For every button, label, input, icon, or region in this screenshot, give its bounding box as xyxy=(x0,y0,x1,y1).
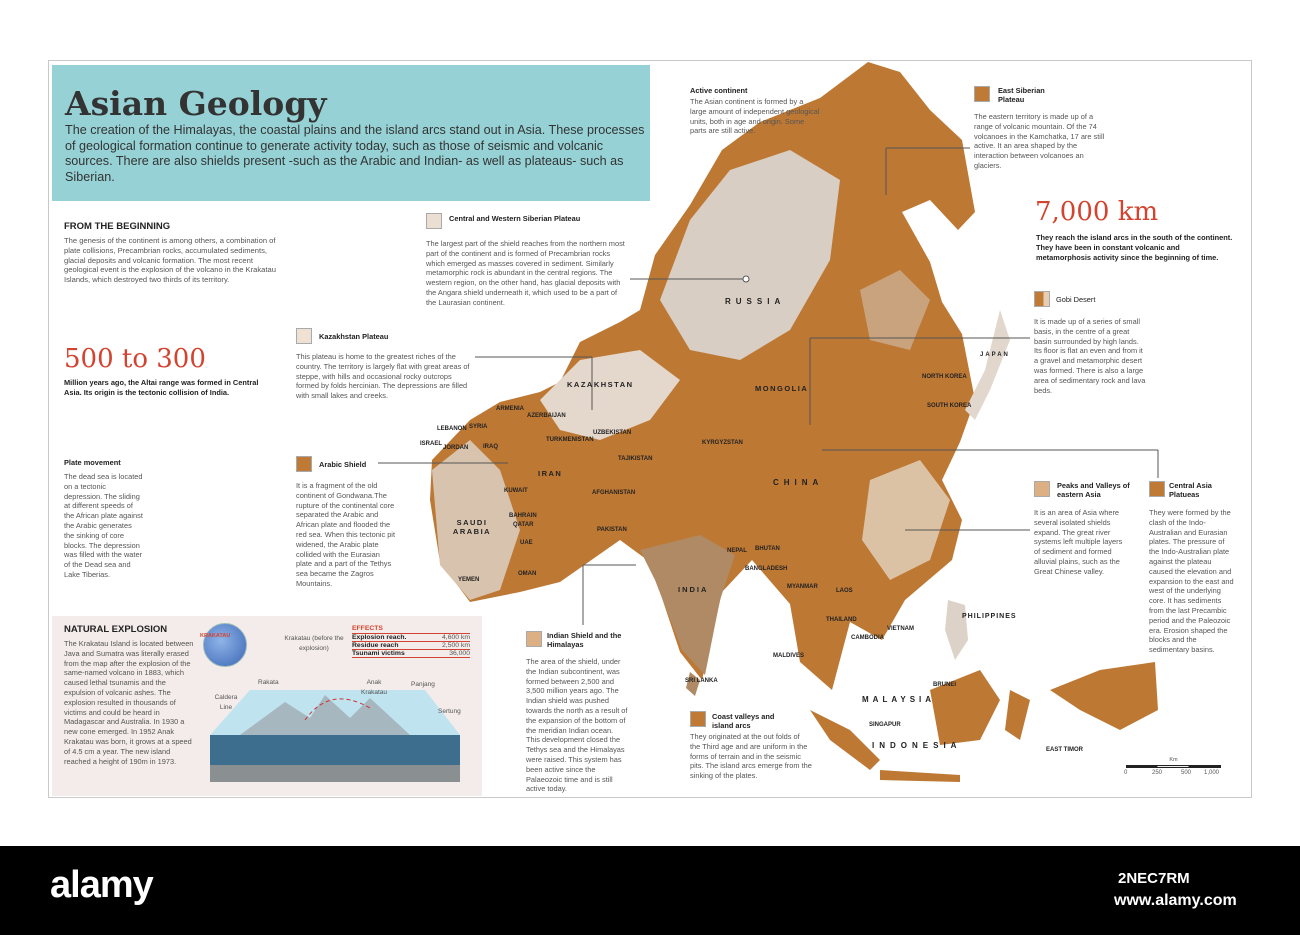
country-label: PHILIPPINES xyxy=(962,613,1017,620)
panjang-label: Panjang xyxy=(411,681,435,688)
legend-swatch-east-siberian xyxy=(974,86,990,102)
country-label: UZBEKISTAN xyxy=(593,430,632,436)
legend-title: Kazakhstan Plateau xyxy=(319,332,389,341)
country-label: UAE xyxy=(520,540,533,546)
country-label: KAZAKHSTAN xyxy=(567,380,634,389)
sri-lanka xyxy=(686,672,700,696)
country-label: PAKISTAN xyxy=(597,527,627,533)
country-label: BHUTAN xyxy=(755,546,780,552)
effect-label: Residue reach xyxy=(352,642,399,649)
country-label: CAMBODIA xyxy=(851,635,884,641)
scale-bar xyxy=(1126,757,1221,777)
globe-icon xyxy=(203,623,247,667)
krakatau-label: Krakatau (before the explosion) xyxy=(284,635,344,652)
legend-text: They originated at the out folds of the Third age and are uniform in the forms of terrain and in the seismic pits. The island arcs emerge from the sinking of the plates. xyxy=(690,732,812,781)
scale-unit: Km xyxy=(1169,757,1178,763)
legend-title: Central and Western Siberian Plateau xyxy=(449,214,581,223)
legend-title: Indian Shield and the Himalayas xyxy=(547,631,622,649)
legend-title: Coast valleys and island arcs xyxy=(712,712,775,730)
country-label: QATAR xyxy=(513,522,534,528)
legend-swatch-arabic xyxy=(296,456,312,472)
country-label: BANGLADESH xyxy=(745,566,788,572)
sertung-label: Sertung xyxy=(438,708,461,715)
country-label: EAST TIMOR xyxy=(1046,747,1083,753)
legend-text: The largest part of the shield reaches from the northern most part of the continent and is formed of Precambrian rocks which emerged as masses covered in sediment. Similarly metamorphic rock is abundant in the central regions. The western region, on the other hand, has glacial deposits with the Angara shield underneath it, which used to be a part of the Laurasian continent. xyxy=(426,239,625,307)
new-guinea xyxy=(1050,662,1158,730)
legend-text: It is a fragment of the old continent of Gondwana.The rupture of the continental core separated the Arabic and African plate and flooded the red sea. When this tectonic pit widened, the Arabic plate collided with the Eurasian plate and a part of the Tethys sea became the Zagros Mountains. xyxy=(296,481,396,588)
country-label: VIETNAM xyxy=(887,626,914,632)
philippines xyxy=(945,600,968,660)
legend-title: Central Asia Platueas xyxy=(1169,481,1212,499)
rakata-label: Rakata xyxy=(258,679,279,686)
country-label: ARMENIA xyxy=(496,406,524,412)
from-beginning-text: The genesis of the continent is among others, a combination of plate collisions, Precambrian rocks, accumulated sediments, glacial deposits and volcanic formation. The most recent geological event is the explosion of the volcano in the Krakatau Islands, which destroyed two thirds of its territory. xyxy=(64,236,276,285)
country-label: KYRGYZSTAN xyxy=(702,440,743,446)
sulawesi xyxy=(1005,690,1030,740)
country-label: AFGHANISTAN xyxy=(592,490,636,496)
page-title: Asian Geology xyxy=(65,84,327,123)
scale-tick: 250 xyxy=(1152,770,1163,776)
country-label: MALDIVES xyxy=(773,653,805,659)
scale-tick: 0 xyxy=(1124,770,1128,776)
legend-title: Gobi Desert xyxy=(1056,295,1096,304)
footer-url: www.alamy.com xyxy=(1114,892,1237,909)
country-label: TAJIKISTAN xyxy=(618,456,653,462)
effect-label: Tsunami victims xyxy=(352,650,405,657)
country-label: BAHRAIN xyxy=(509,513,537,519)
effect-label: Explosion reach. xyxy=(352,634,407,641)
country-label: JAPAN xyxy=(980,352,1010,358)
japan xyxy=(965,310,1010,420)
footer-brand: alamy xyxy=(50,864,153,906)
country-label: THAILAND xyxy=(826,617,857,623)
country-label: IRAN xyxy=(538,469,563,478)
scale-tick: 1,000 xyxy=(1204,770,1220,776)
legend-text: This plateau is home to the greatest riches of the country. The territory is largely flat with great areas of steppe, with hills and occasional rocky outcrops formed by folds hercinian. The depressions are filled with small lakes and creeks. xyxy=(296,352,470,401)
globe-label: KRAKATAU xyxy=(200,633,231,639)
effect-value: 36,000 xyxy=(449,650,470,657)
country-label: INDONESIA xyxy=(872,741,962,750)
anak-krakatau-label: Anak Krakatau xyxy=(360,679,388,696)
country-label: NORTH KOREA xyxy=(922,374,967,380)
country-label: LAOS xyxy=(836,588,853,594)
country-label: LEBANON xyxy=(437,426,467,432)
legend-text: It is an area of Asia where several isolated shields expand. The great river systems left multiple layers of sediment and formed alluvial plains, such as the Great Chinese valley. xyxy=(1034,508,1123,576)
country-label: SYRIA xyxy=(469,424,488,430)
plate-movement-title: Plate movement xyxy=(64,458,121,467)
legend-swatch-coast xyxy=(690,711,706,727)
intro-text: The creation of the Himalayas, the coastal plains and the island arcs stand out in Asia. These processes of geological formation continue to generate activity today, such as those of seismic and volcanic sources. There are also shields present -such as the Arabic and Indian- as well as plateaus- such as Siberian. xyxy=(65,123,645,184)
legend-text: It is made up of a series of small basis, in the centre of a great basin surrounded by high lands. Its floor is flat an even and from it a gravel and metamorphic desert was formed. There is also a large area of sedimentary rock and lava beds. xyxy=(1034,317,1146,395)
country-label: MALAYSIA xyxy=(862,695,936,704)
islands-stat-value: 7,000 km xyxy=(1035,197,1159,227)
krakatau-diagram xyxy=(210,690,460,785)
natural-explosion-text: The Krakatau Island is located between Java and Sumatra was literally erased from the map after the explosion of the same-named volcano in 1883, which caused lethal tsunamis and the expulsion of volcanic ashes. The explosion resulted in thousands of victims and could be heard in Madagascar and Australia. In 1930 a new cone emerged. In 1952 Anak Krakatau was born, it grows at a speed of 4.5 cm a year. The new island reached a height of 190m in 1973. xyxy=(64,639,194,766)
country-label: NEPAL xyxy=(727,548,747,554)
country-label: JORDAN xyxy=(443,445,469,451)
effect-value: 2,500 km xyxy=(442,642,470,649)
from-beginning-title: FROM THE BEGINNING xyxy=(64,221,171,232)
country-label: OMAN xyxy=(518,571,537,577)
legend-swatch-kazakhstan xyxy=(296,328,312,344)
country-label: AZERBAIJAN xyxy=(527,413,566,419)
legend-text: They were formed by the clash of the Indo-Australian and Eurasian plates. The pressure of the Indo-Australian plate against the plateau caused the elevation and expansion to the east and west of the underlying core. It has sediments from the last Precambic period and the Paleozoic era. Erosion shaped the blocks and the sedimentary basins. xyxy=(1149,508,1234,655)
legend-title: East Siberian Plateau xyxy=(998,86,1045,104)
natural-explosion-title: NATURAL EXPLOSION xyxy=(64,624,168,635)
plate-movement-text: The dead sea is located on a tectonic depression. The sliding at different speeds of the African plate against the Arabic generates the sinking of core blocks. The depression was filled with the water of the Dead sea and Lake Tiberias. xyxy=(64,472,143,579)
effects-table xyxy=(352,625,470,658)
altai-stat-value: 500 to 300 xyxy=(64,344,206,374)
country-label: TURKMENISTAN xyxy=(546,437,594,443)
altai-stat-text: Million years ago, the Altai range was formed in Central Asia. Its origin is the tectonic collision of India. xyxy=(64,378,259,397)
legend-swatch-gobi xyxy=(1034,291,1050,307)
active-continent-text: The Asian continent is formed by a large amount of independent geological units, both in age and origin. Some parts are still active. xyxy=(690,97,820,136)
effects-title: EFFECTS xyxy=(352,625,470,634)
country-label: RUSSIA xyxy=(725,297,786,306)
country-label: ISRAEL xyxy=(420,441,443,447)
effect-value: 4,600 km xyxy=(442,634,470,641)
country-label: INDIA xyxy=(678,585,709,594)
legend-title: Arabic Shield xyxy=(319,460,367,469)
legend-title: Peaks and Valleys of eastern Asia xyxy=(1057,481,1130,499)
india-area xyxy=(640,535,735,675)
country-label: MYANMAR xyxy=(787,584,818,590)
legend-text: The eastern territory is made up of a range of volcanic mountain. Of the 74 volcanoes in the Kamchatka, 17 are still active. It an area shaped by the interaction between volcanoes an glaciers. xyxy=(974,112,1105,170)
watermark-footer xyxy=(0,846,1300,935)
legend-text: The area of the shield, under the Indian subcontinent, was formed between 2,500 and 3,500 million years ago. The Indian shield was pushed towards the north as a result of the expansion of the bottom of the meridian Indian ocean. This development closed the Tethys sea and the Himalayas were raised. This system has been active since the Palaeozoic time and is still active today. xyxy=(526,657,628,794)
caldera-line-label: Caldera Line xyxy=(214,694,238,711)
legend-swatch-central-asia xyxy=(1149,481,1165,497)
country-label: YEMEN xyxy=(458,577,480,583)
country-label: SRI LANKA xyxy=(685,678,718,684)
country-label: BRUNEI xyxy=(933,682,957,688)
country-label: IRAQ xyxy=(483,444,498,450)
country-label: SOUTH KOREA xyxy=(927,403,972,409)
country-label: KUWAIT xyxy=(504,488,528,494)
legend-swatch-siberian xyxy=(426,213,442,229)
islands-stat-text: They reach the island arcs in the south of the continent. They have been in constant volcanic and metamorphosis activity since the beginning of time. xyxy=(1036,233,1233,262)
active-continent-title: Active continent xyxy=(690,86,748,95)
country-label: SINGAPUR xyxy=(869,722,901,728)
legend-swatch-peaks xyxy=(1034,481,1050,497)
footer-code: 2NEC7RM xyxy=(1118,870,1190,887)
country-label: CHINA xyxy=(773,478,824,487)
country-label: SAUDI ARABIA xyxy=(452,518,492,536)
country-label: MONGOLIA xyxy=(755,384,809,393)
sumatra xyxy=(810,710,880,770)
legend-swatch-indian xyxy=(526,631,542,647)
java xyxy=(880,770,960,782)
scale-tick: 500 xyxy=(1181,770,1192,776)
